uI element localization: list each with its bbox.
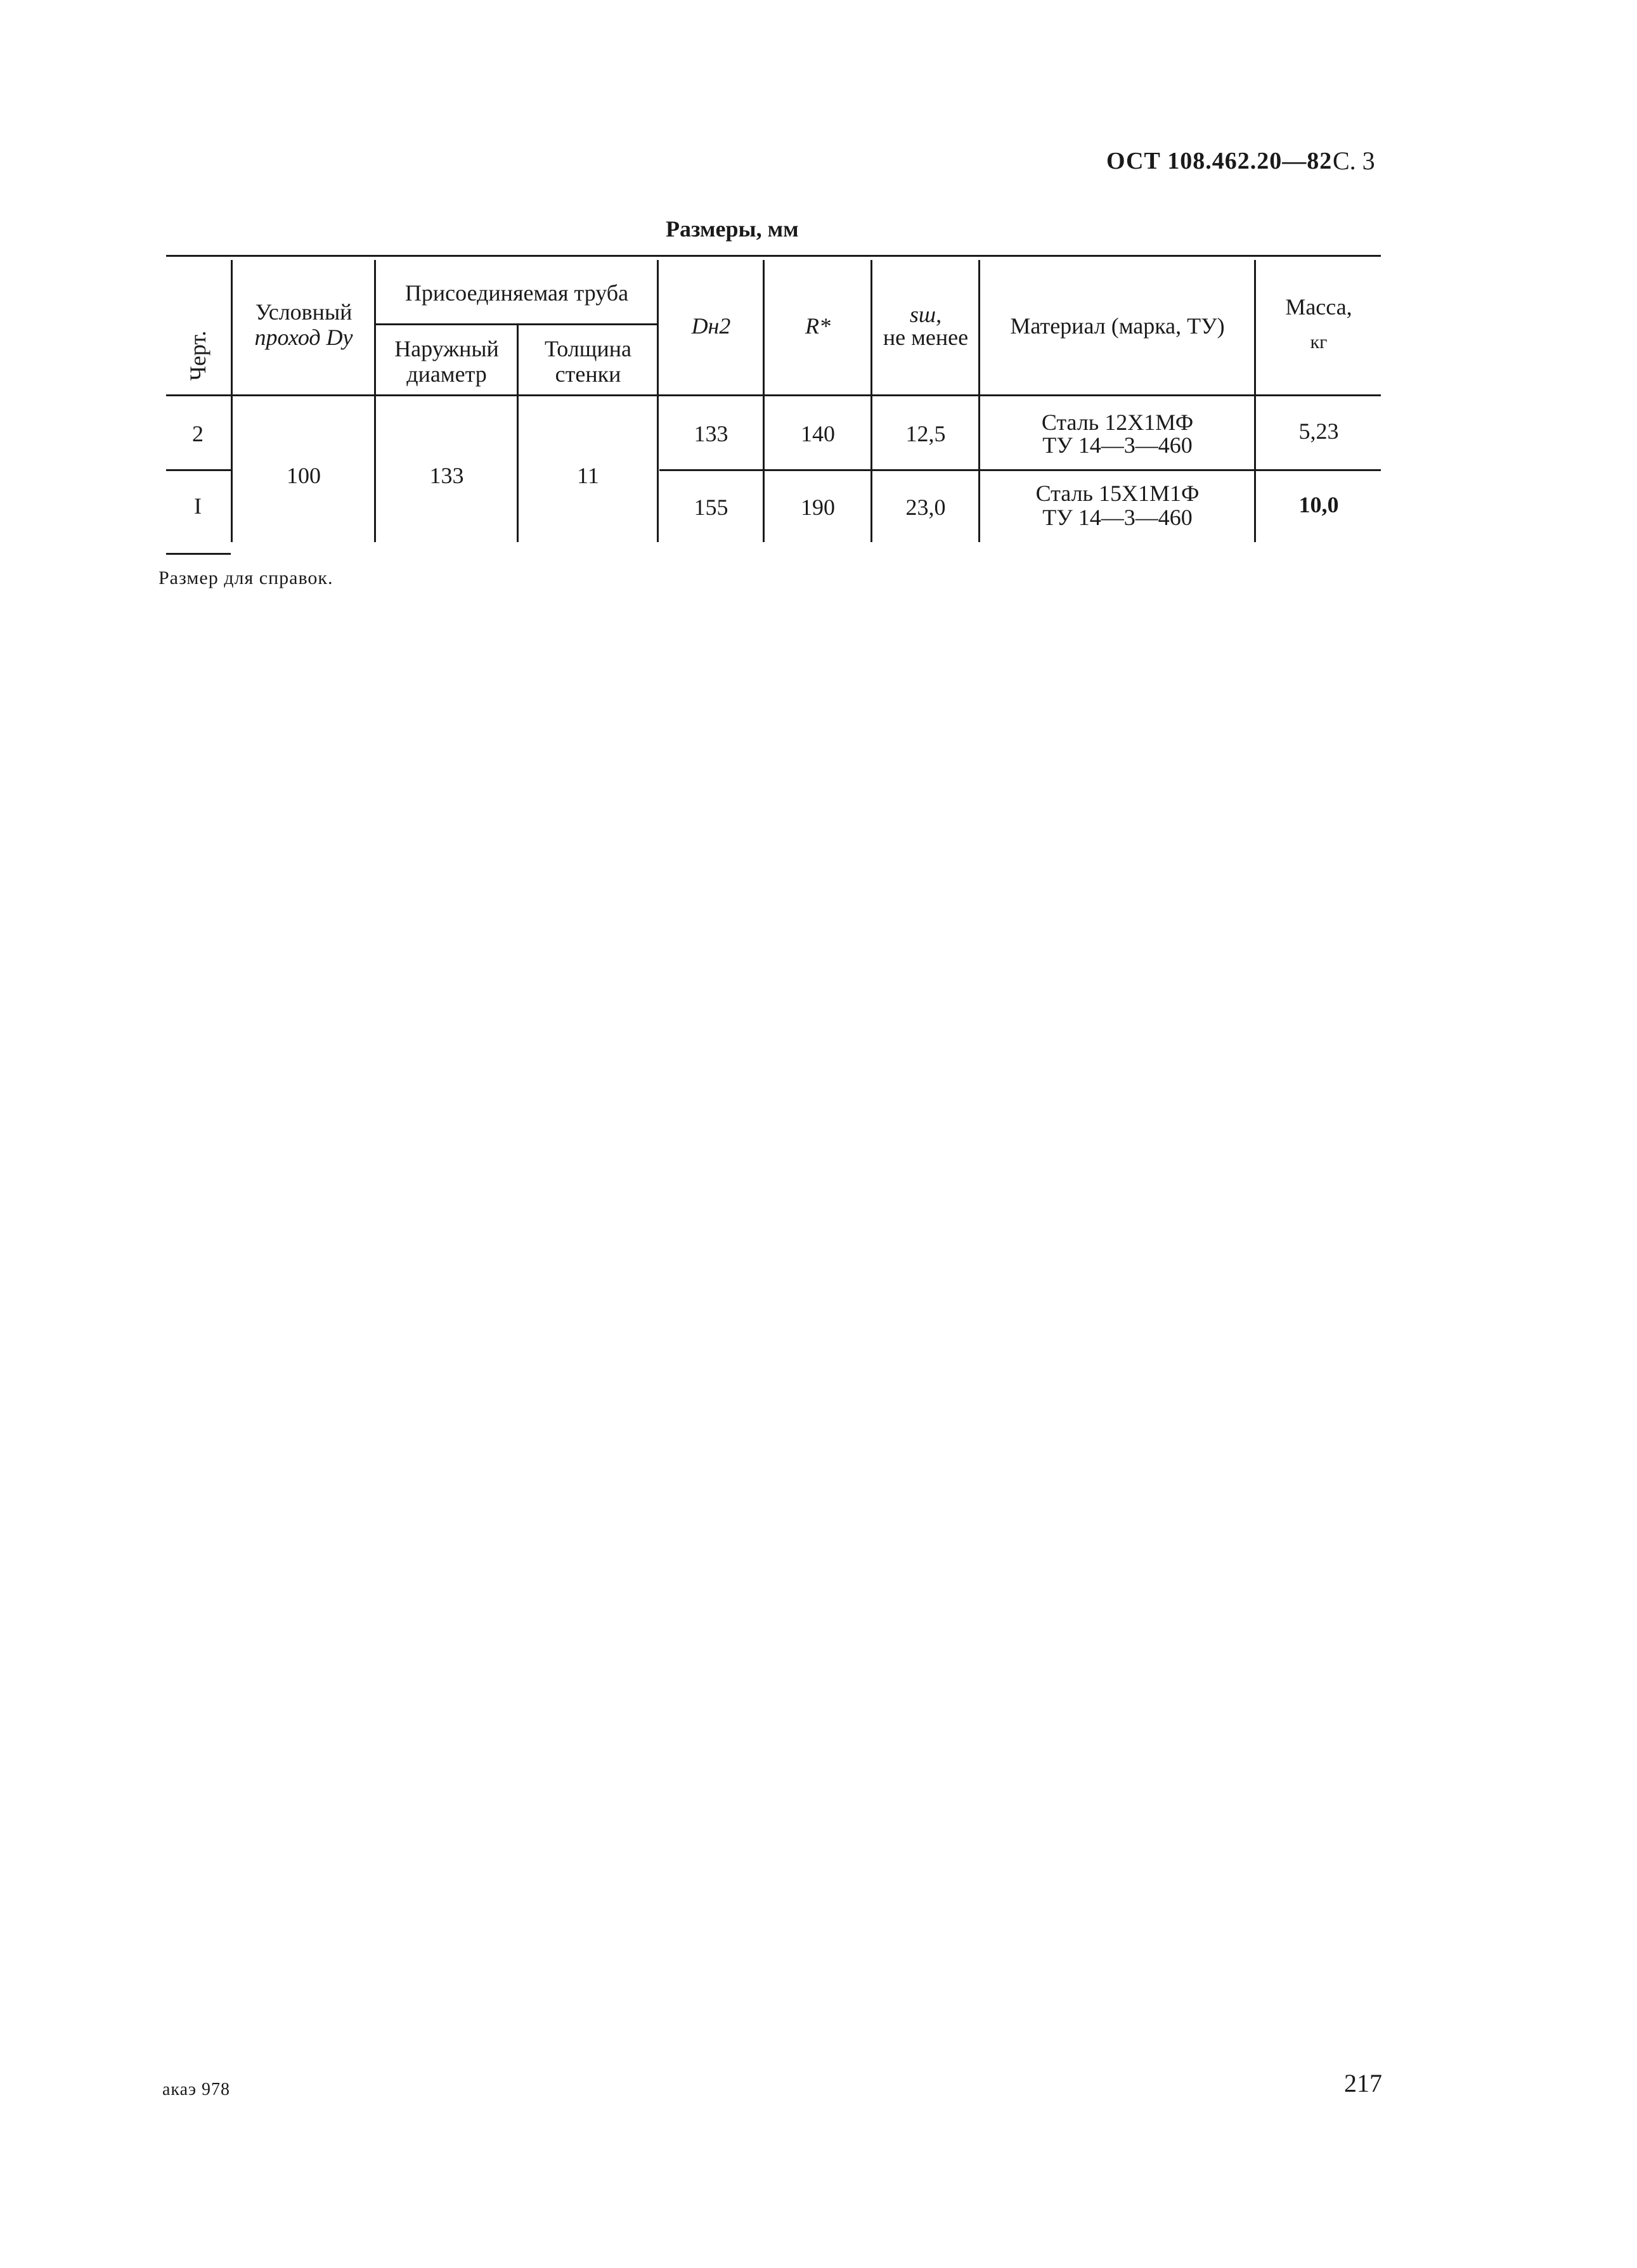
row-s: 23,0 (905, 495, 946, 520)
row-r: 190 (801, 495, 835, 520)
col-dn-header: Dн2 (691, 313, 731, 339)
vline-8 (1254, 260, 1256, 542)
footnote-rule (166, 553, 231, 555)
row-material-1: Сталь 12Х1МФ (1041, 410, 1194, 435)
row-dn: 155 (694, 495, 728, 520)
col-passage-header-2: проход Dy (254, 325, 353, 350)
col-r-header: R* (805, 313, 831, 339)
col-wall-header-1: Толщина (544, 336, 631, 361)
col-material-header: Материал (марка, ТУ) (1010, 313, 1225, 339)
col-s-header-1: sш, (909, 302, 942, 327)
vline-2 (374, 260, 376, 542)
order-note: акаэ 978 (162, 2080, 231, 2099)
shared-dy-value: 100 (287, 463, 321, 488)
row-dn: 133 (694, 421, 728, 446)
col-passage-header-1: Условный (255, 299, 353, 325)
shared-wall-value: 11 (577, 463, 599, 488)
page-number: 217 (1344, 2069, 1382, 2097)
row-mass: 5,23 (1298, 418, 1339, 444)
shared-outer-value: 133 (429, 463, 464, 488)
col-s-header-2: не менее (883, 325, 969, 350)
row-chert: I (194, 493, 202, 519)
vline-7 (978, 260, 980, 542)
col-wall-header-2: стенки (555, 361, 621, 387)
vline-3 (517, 325, 519, 542)
footnote: Размер для справок. (159, 567, 333, 588)
col-outer-header-1: Наружный (394, 336, 499, 361)
vline-1 (231, 260, 233, 542)
row-material-2: ТУ 14—3—460 (1042, 432, 1193, 458)
table-title: Размеры, мм (666, 216, 799, 242)
table-top-rule (166, 255, 1381, 257)
col-outer-header-2: диаметр (406, 361, 487, 387)
col-mass-header-1: Масса, (1285, 294, 1352, 320)
vline-4 (657, 260, 659, 542)
row-material-1: Сталь 15Х1М1Ф (1035, 481, 1200, 506)
row-r: 140 (801, 421, 835, 446)
row-chert: 2 (192, 421, 204, 446)
col-mass-header-2: кг (1310, 332, 1328, 353)
standard-number: ОСТ 108.462.20—82 (1106, 148, 1333, 174)
vline-5 (763, 260, 765, 542)
col-chert-header: Черт. (185, 330, 210, 381)
row-material-2: ТУ 14—3—460 (1042, 505, 1193, 530)
vline-6 (870, 260, 872, 542)
row-separator-right (659, 469, 1381, 471)
row-separator-left (166, 469, 231, 471)
page-label: С. 3 (1333, 146, 1375, 175)
col-pipe-group-header: Присоединяемая труба (404, 280, 629, 306)
header-bottom-rule (166, 394, 1381, 396)
pipe-subheader-rule (375, 323, 657, 325)
row-s: 12,5 (905, 421, 946, 446)
row-mass: 10,0 (1298, 492, 1339, 517)
